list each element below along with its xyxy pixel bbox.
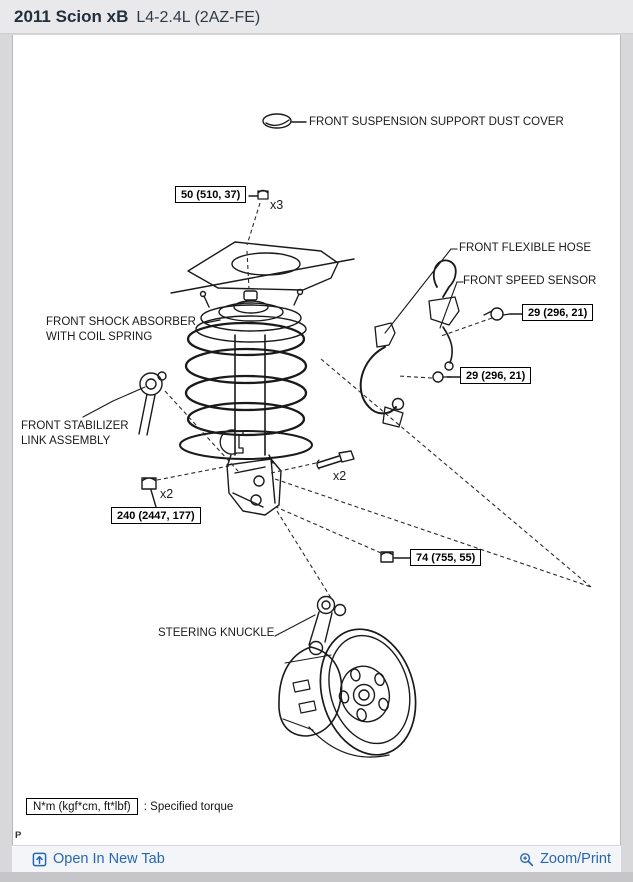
label-speed-sensor: FRONT SPEED SENSOR [463,275,597,287]
engine-subtitle: L4-2.4L (2AZ-FE) [136,9,261,26]
diagram-panel [12,35,621,845]
open-in-new-tab-link[interactable] [32,851,165,867]
torque-strut-upper: 50 (510, 37) [175,186,246,203]
torque-lower-bracket: 240 (2447, 177) [111,507,201,524]
torque-legend-description: : Specified torque [143,800,234,813]
page-marker: P [15,830,22,841]
multiplier-x2-nut: x2 [160,487,174,501]
torque-legend [26,798,233,815]
label-steering-knuckle: STEERING KNUCKLE [158,627,275,639]
footer-bar [12,845,621,872]
multiplier-x3: x3 [270,198,284,212]
bottom-strip [0,872,633,882]
label-stabilizer-link: FRONT STABILIZER LINK ASSEMBLY [21,420,129,447]
open-in-new-tab-label: Open In New Tab [53,851,165,867]
label-flexible-hose: FRONT FLEXIBLE HOSE [459,242,592,254]
zoom-print-link[interactable] [519,851,611,867]
label-dust-cover: FRONT SUSPENSION SUPPORT DUST COVER [309,116,564,128]
vehicle-header [0,0,633,34]
torque-stabilizer-nut: 74 (755, 55) [410,549,481,566]
zoom-print-label: Zoom/Print [540,851,611,867]
zoom-magnifier-icon [519,852,534,867]
multiplier-x2-bolt: x2 [333,469,347,483]
torque-legend-units: N*m (kgf*cm, ft*lbf) [26,798,138,815]
label-shock-absorber: FRONT SHOCK ABSORBER WITH COIL SPRING [46,316,196,343]
vehicle-title: 2011 Scion xB [14,7,129,26]
torque-hose-bolt: 29 (296, 21) [460,367,531,384]
open-in-new-tab-icon [32,852,47,867]
torque-sensor-bolt: 29 (296, 21) [522,304,593,321]
